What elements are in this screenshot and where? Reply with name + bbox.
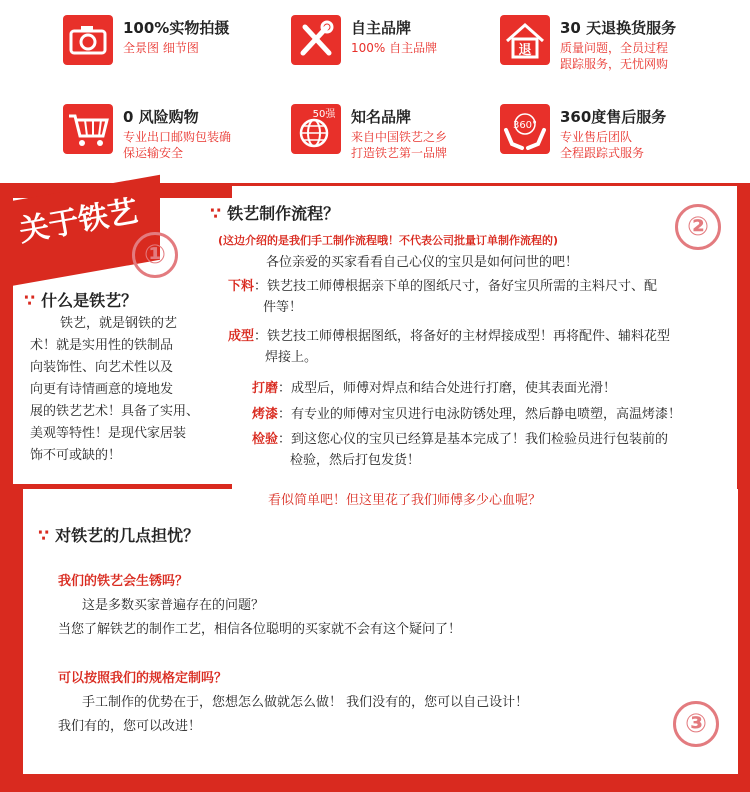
- step-text-2: 件等！: [263, 300, 303, 315]
- feature-real-photo: [63, 15, 283, 75]
- body-line: 饰不可或缺的！: [30, 448, 122, 463]
- process-step: [228, 276, 728, 318]
- feature-sub: 100% 自主品牌: [351, 41, 438, 55]
- step-text: ：铁艺技工师傅根据亲下单的图纸尺寸，备好宝贝所需的主料尺寸、配: [254, 279, 658, 294]
- step-text-2: 检验，然后打包发货！: [290, 453, 421, 468]
- step-text: ：到这您心仪的宝贝已经算是基本完成了！我们检验员进行包装前的: [278, 432, 669, 447]
- answer-line: 我们有的，您可以改进！: [58, 719, 202, 734]
- section-heading: ∵ 铁艺制作流程？: [210, 204, 340, 223]
- feature-title: 自主品牌: [351, 19, 412, 37]
- feature-title: 0 风险购物: [123, 108, 199, 126]
- process-step: [228, 326, 728, 368]
- body-line: 铁艺，就是钢铁的艺: [60, 316, 178, 331]
- process-closing: 看似简单吧！但这里花了我们师傅多少心血呢？: [268, 493, 542, 508]
- question-custom: 可以按照我们的规格定制吗？: [58, 671, 228, 686]
- section-number-1: ①: [132, 232, 178, 278]
- tag-label: 关于铁艺: [16, 193, 141, 250]
- feature-sub: 来自中国铁艺之乡: [351, 130, 448, 144]
- step-text-2: 焊接上。: [265, 350, 318, 365]
- feature-sub: 专业出口邮购包装确: [123, 130, 232, 144]
- section-body: [30, 313, 230, 467]
- tools-icon: [291, 15, 341, 65]
- body-line: 向装饰性、向艺术性以及: [30, 360, 174, 375]
- section-heading: ∵ 对铁艺的几点担忧？: [38, 526, 200, 545]
- process-intro: 各位亲爱的买家看看自己心仪的宝贝是如何问世的吧！: [266, 255, 579, 270]
- feature-sub-2: 打造铁艺第一品牌: [351, 146, 448, 160]
- body-line: 向更有诗情画意的境地发: [30, 382, 174, 397]
- step-label: 下料: [228, 279, 255, 294]
- feature-own-brand: [291, 15, 511, 75]
- step-text: ：有专业的师傅对宝贝进行电泳防锈处理，然后静电喷塑，高温烤漆！: [278, 407, 682, 422]
- answer-line: 这是多数买家普遍存在的问题？: [82, 598, 265, 613]
- cart-icon: [63, 104, 113, 154]
- feature-after-sales: [500, 104, 720, 164]
- step-label: 检验: [252, 432, 279, 447]
- feature-sub-2: 全程跟踪式服务: [560, 146, 645, 160]
- feature-title: 100%实物拍摄: [123, 19, 230, 37]
- feature-sub-2: 跟踪服务，无忧网购: [560, 57, 669, 71]
- section-number-3: ③: [673, 701, 719, 747]
- hands-icon-text: 360°: [512, 120, 538, 131]
- return-house-icon: [500, 15, 550, 65]
- camera-icon: [63, 15, 113, 65]
- process-step: [252, 378, 732, 399]
- section-number-2: ②: [675, 204, 721, 250]
- question-rust: 我们的铁艺会生锈吗？: [58, 574, 189, 589]
- section-heading: ∵ 什么是铁艺？: [24, 291, 138, 310]
- step-text: ：铁艺技工师傅根据图纸，将备好的主材焊接成型！再将配件、辅料花型: [254, 329, 671, 344]
- feature-title: 360度售后服务: [560, 108, 667, 126]
- body-line: 展的铁艺艺术！具备了实用、: [30, 404, 200, 419]
- feature-title: 知名品牌: [351, 108, 412, 126]
- process-step: [252, 404, 732, 425]
- feature-famous-brand: [291, 104, 511, 164]
- process-note: (这边介绍的是我们手工制作流程哦！不代表公司批量订单制作流程的): [218, 234, 559, 247]
- because-icon: ∵: [210, 204, 222, 223]
- feature-sub-2: 保运输安全: [123, 146, 184, 160]
- step-label: 烤漆: [252, 407, 279, 422]
- feature-zero-risk: [63, 104, 283, 164]
- answer-line: 当您了解铁艺的制作工艺，相信各位聪明的买家就不会有这个疑问了！: [58, 622, 462, 637]
- step-text: ：成型后，师傅对焊点和结合处进行打磨，使其表面光滑！: [278, 381, 617, 396]
- answer-line: 手工制作的优势在于，您想怎么做就怎么做！ 我们没有的，您可以自己设计！: [82, 695, 529, 710]
- globe-icon: [291, 104, 341, 154]
- feature-return-service: [500, 15, 720, 75]
- body-line: 美观等特性！是现代家居装: [30, 426, 187, 441]
- feature-sub: 质量问题，全员过程: [560, 41, 669, 55]
- body-line: 术！就是实用性的铁制品: [30, 338, 174, 353]
- step-label: 成型: [228, 329, 255, 344]
- feature-sub: 专业售后团队: [560, 130, 633, 144]
- globe-icon-text: 50强: [312, 109, 336, 120]
- because-icon: ∵: [24, 291, 36, 310]
- return-icon-text: 退: [518, 43, 532, 58]
- step-label: 打磨: [252, 381, 279, 396]
- process-step: [252, 429, 732, 471]
- feature-sub: 全景图 细节图: [123, 41, 199, 55]
- feature-title: 30 天退换货服务: [560, 19, 677, 37]
- because-icon: ∵: [38, 526, 50, 545]
- hands-icon: [500, 104, 550, 154]
